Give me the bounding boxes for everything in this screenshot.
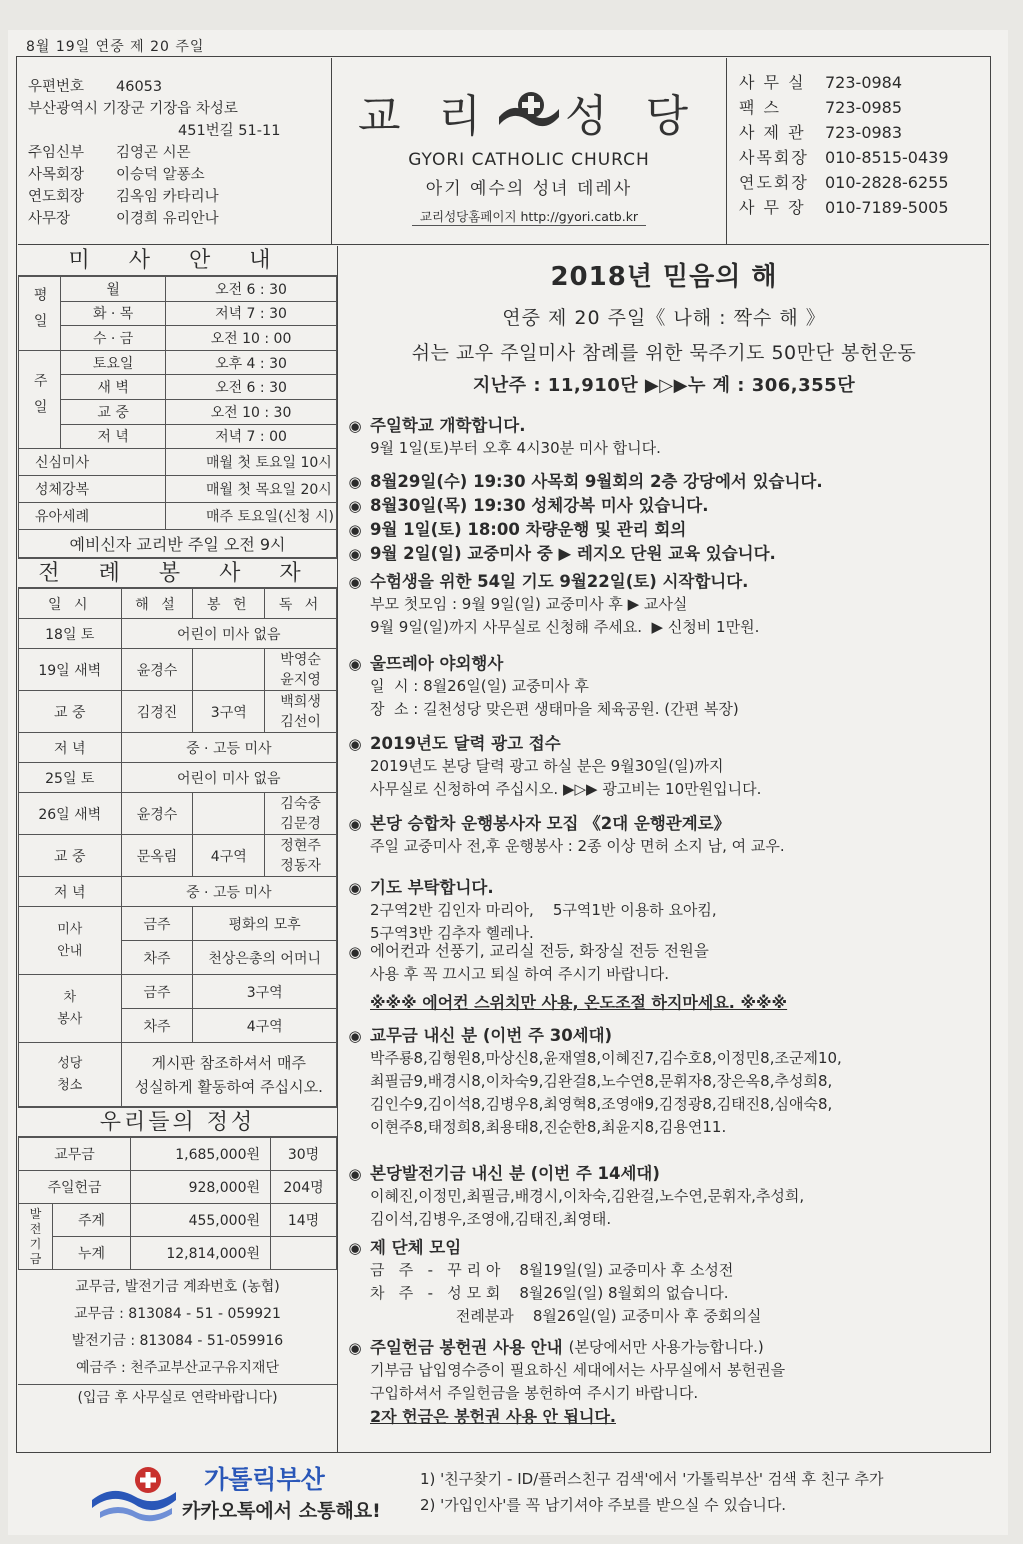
notice-body-line: 구입하셔서 주일헌금을 봉헌하여 주시기 바랍니다. — [370, 1384, 699, 1402]
contact-phone: 723-0984 — [825, 73, 903, 92]
notice-heading-text: 울뜨레아 야외행사 — [370, 654, 504, 673]
liturgy-date: 저 녁 — [19, 733, 122, 763]
notice-body-line: 박주룡8,김형원8,마상신8,윤재열8,이혜진7,김수호8,이정민8,조군제10, — [370, 1049, 842, 1067]
mass-time: 오전 10 : 30 — [165, 399, 336, 424]
notice-heading — [346, 876, 986, 899]
notice-emphasis: 2자 헌금은 봉헌권 사용 안 됩니다. — [370, 1407, 616, 1426]
notice-item — [346, 494, 986, 517]
main-title: 2018년 믿음의 해 — [550, 262, 778, 292]
cleaning-text-1: 게시판 참조하셔서 매주 — [151, 1053, 306, 1072]
dev-fund-row — [19, 1204, 337, 1237]
address-value: 이경희 유리안나 — [116, 211, 219, 227]
notice-body-line: 2019년도 본당 달력 광고 하실 분은 9월30일(일)까지 — [370, 757, 724, 775]
notice-heading — [346, 1336, 986, 1359]
mass-row — [19, 277, 337, 302]
notice-heading-text: 8월29일(수) 19:30 사목회 9월회의 2층 강당에서 있습니다. — [370, 472, 823, 491]
mass-time: 오전 6 : 30 — [165, 277, 336, 302]
address-row — [28, 142, 323, 164]
dev-fund-period: 누계 — [53, 1237, 131, 1270]
church-logo — [333, 80, 725, 144]
liturgy-commentator: 김경진 — [121, 691, 193, 733]
notice-heading — [346, 570, 986, 593]
notice-body-line: 주일 교중미사 전,후 운행봉사 : 2종 이상 면허 소지 남, 여 교우. — [370, 837, 785, 855]
liturgy-readers — [265, 835, 337, 877]
notice-heading — [346, 494, 986, 517]
notice-heading-text: 9월 2일(일) 교중미사 중 ▶ 레지오 단원 교육 있습니다. — [370, 544, 776, 563]
address-row — [28, 120, 323, 142]
bullet-icon: ◉ — [348, 416, 362, 435]
mass-extra-label: 성체강복 — [19, 476, 166, 503]
liturgy-row-26-main — [19, 835, 337, 877]
dev-fund-period: 주계 — [53, 1204, 131, 1237]
notice-body-line: 김인수9,김이석8,김병우8,최영혁8,조영애9,김정광8,김태진8,심애숙8, — [370, 1095, 833, 1113]
bullet-icon: ◉ — [348, 942, 362, 961]
notice-heading-text: 교무금 내신 분 (이번 주 30세대) — [370, 1026, 613, 1045]
mass-guide-name: 평화의 모후 — [193, 907, 337, 941]
notice-heading-text: 본당발전기금 내신 분 (이번 주 14세대) — [370, 1164, 660, 1183]
aircon-warning: ※※※ 에어컨 스위치만 사용, 온도조절 하지마세요. ※※※ — [370, 993, 788, 1012]
mass-extra-row — [19, 476, 337, 503]
notice-item — [346, 542, 986, 565]
notice-heading — [346, 414, 986, 437]
mass-row — [19, 326, 337, 351]
account-info — [18, 1270, 337, 1412]
account-holder: 예금주 : 천주교부산교구유지재단 — [76, 1360, 279, 1377]
notice-heading — [346, 470, 986, 493]
offering-row — [19, 1138, 337, 1171]
notice-item — [346, 1236, 986, 1328]
notice-body-line: 사무실로 신청하여 주십시오. ▶▷▶ 광고비는 10만원입니다. — [370, 780, 762, 798]
car-service-group: 3구역 — [193, 975, 337, 1009]
footer — [18, 1456, 993, 1534]
reader: 정동자 — [280, 857, 321, 874]
notice-heading-text: 8월30일(목) 19:30 성체강복 미사 있습니다. — [370, 496, 709, 515]
mass-time: 저녁 7 : 30 — [165, 301, 336, 326]
right-column — [340, 246, 988, 1452]
mass-row — [19, 375, 337, 400]
mass-extra-row — [19, 503, 337, 530]
liturgy-date: 18일 토 — [19, 619, 122, 649]
notice-item — [346, 570, 986, 639]
main-subtitle-sunday: 연중 제 20 주일《 나해 : 짝수 해 》 — [502, 307, 826, 329]
header-contacts — [726, 58, 989, 244]
sunday-label: 주일 — [19, 350, 61, 448]
contact-row — [739, 145, 989, 170]
notice-body-line: 9월 1일(토)부터 오후 4시30분 미사 합니다. — [370, 439, 661, 457]
liturgy-table — [18, 588, 337, 1107]
mass-extra-time: 매주 토요일(신청 시) — [165, 503, 336, 530]
liturgy-header: 일 시 — [19, 589, 122, 619]
liturgy-row-25-sat — [19, 763, 337, 793]
church-homepage-link[interactable]: 교리성당홈페이지 http://gyori.catb.kr — [412, 207, 646, 226]
dev-fund-amount: 12,814,000원 — [131, 1237, 271, 1270]
liturgy-offertory — [193, 649, 265, 691]
notice-item — [346, 1162, 986, 1231]
address-row — [28, 98, 323, 120]
notice-item — [346, 652, 986, 721]
mass-extra-row — [19, 449, 337, 476]
mass-guide-title: 미 사 안 내 — [18, 246, 337, 276]
mass-guide-name: 천상은총의 어머니 — [193, 941, 337, 975]
address-row — [28, 76, 323, 98]
liturgy-date: 26일 새벽 — [19, 793, 122, 835]
notice-body-line: 차 주 - 성 모 회 8월26일(일) 8월회의 없습니다. — [370, 1284, 729, 1302]
offering-amount: 928,000원 — [131, 1171, 271, 1204]
notice-heading — [346, 732, 986, 755]
account-title: 교무금, 발전기금 계좌번호 (농협) — [75, 1279, 280, 1296]
notice-heading-text: 주일학교 개학합니다. — [370, 416, 526, 435]
liturgy-commentator: 문옥림 — [121, 835, 193, 877]
mass-time: 저녁 7 : 00 — [165, 424, 336, 449]
liturgy-offertory — [193, 793, 265, 835]
notice-item — [346, 414, 986, 460]
notice-heading — [346, 1024, 986, 1047]
offering-row — [19, 1171, 337, 1204]
contact-label: 팩 스 — [739, 98, 781, 117]
mass-row — [19, 399, 337, 424]
notice-item — [346, 1336, 986, 1428]
address-label: 주임신부 — [28, 145, 85, 161]
contact-phone: 723-0983 — [825, 123, 903, 142]
cleaning-label: 성당 청소 — [19, 1043, 122, 1107]
footer-brand: 가톨릭부산 — [204, 1465, 325, 1494]
contact-row — [739, 195, 989, 220]
notice-body-line: 김이석,김병우,조영애,김태진,최영태. — [370, 1210, 612, 1228]
notice-heading-text: 제 단체 모임 — [370, 1238, 462, 1257]
offerings-table — [18, 1137, 337, 1270]
car-service-label: 차 봉사 — [19, 975, 122, 1043]
mass-day: 수 · 금 — [61, 326, 166, 351]
notice-heading-sub: (본당에서만 사용가능합니다.) — [568, 1338, 764, 1356]
bullet-icon: ◉ — [348, 734, 362, 753]
mass-day: 저 녁 — [61, 424, 166, 449]
liturgy-offertory: 4구역 — [193, 835, 265, 877]
reader: 김숙중 — [280, 795, 321, 812]
mass-day: 토요일 — [61, 350, 166, 375]
liturgy-note: 어린이 미사 없음 — [121, 619, 336, 649]
reader: 백희생 — [280, 693, 321, 710]
notice-body-line: 이혜진,이정민,최필금,배경시,이차숙,김완걸,노수연,문휘자,추성희, — [370, 1187, 805, 1205]
notice-heading — [346, 1236, 986, 1259]
liturgy-date: 25일 토 — [19, 763, 122, 793]
mass-guide-label: 미사 안내 — [19, 907, 122, 975]
car-service-week: 금주 — [121, 975, 193, 1009]
notice-body-line: 부모 첫모임 : 9월 9일(일) 교중미사 후 ▶ 교사실 — [370, 595, 688, 613]
dev-fund-row — [19, 1237, 337, 1270]
address-label: 사목회장 — [28, 167, 85, 183]
notice-heading-text: 본당 승합차 운행봉사자 모집 《2대 운행관계로》 — [370, 814, 731, 833]
catechumen-class: 예비신자 교리반 주일 오전 9시 — [19, 530, 337, 558]
header-address — [18, 58, 332, 244]
liturgy-header: 해 설 — [121, 589, 193, 619]
bullet-icon: ◉ — [348, 520, 362, 539]
mass-day: 교 중 — [61, 399, 166, 424]
mass-extra-time: 매월 첫 목요일 20시 — [165, 476, 336, 503]
liturgy-header-row — [19, 589, 337, 619]
notice-heading — [346, 518, 986, 541]
address-value: 김옥임 카타리나 — [116, 189, 219, 205]
mass-guide-week: 차주 — [121, 941, 193, 975]
account-dev: 발전기금 : 813084 - 51-059916 — [71, 1333, 284, 1350]
contact-phone: 010-2828-6255 — [825, 173, 949, 192]
notice-item — [346, 876, 986, 945]
dev-fund-count: 14명 — [271, 1204, 337, 1237]
reader: 김문경 — [280, 815, 321, 832]
liturgy-date: 저 녁 — [19, 877, 122, 907]
bulletin-date: 8월 19일 연중 제 20 주일 — [26, 39, 205, 55]
bullet-icon: ◉ — [348, 654, 362, 673]
notice-heading-text: 9월 1일(토) 18:00 차량운행 및 관리 회의 — [370, 520, 687, 539]
car-service-group: 4구역 — [193, 1009, 337, 1043]
liturgy-note: 중 · 고등 미사 — [121, 733, 336, 763]
notice-body-line: 전례분과 8월26일(일) 교중미사 후 중회의실 — [370, 1307, 762, 1325]
liturgy-row-26-dawn — [19, 793, 337, 835]
cleaning-row — [19, 1043, 337, 1107]
account-gyomu: 교무금 : 813084 - 51 - 059921 — [74, 1306, 281, 1323]
mass-day: 새 벽 — [61, 375, 166, 400]
bullet-icon: ◉ — [348, 472, 362, 491]
notice-heading-text: 수험생을 위한 54일 기도 9월22일(토) 시작합니다. — [370, 572, 749, 591]
liturgy-title: 전 례 봉 사 자 — [18, 558, 337, 588]
cleaning-text — [121, 1043, 336, 1107]
contact-label: 연도회장 — [739, 173, 809, 192]
offering-count: 204명 — [271, 1171, 337, 1204]
notice-heading — [346, 542, 986, 565]
liturgy-note: 어린이 미사 없음 — [121, 763, 336, 793]
contact-row — [739, 170, 989, 195]
notice-heading-text: 에어컨과 선풍기, 교리실 전등, 화장실 전등 전원을 — [370, 942, 709, 960]
church-patron: 아기 예수의 성녀 데레사 — [425, 179, 633, 199]
bullet-icon: ◉ — [348, 544, 362, 563]
reader: 정현주 — [280, 837, 321, 854]
offering-amount: 1,685,000원 — [131, 1138, 271, 1171]
main-subtitle-campaign: 쉬는 교우 주일미사 참례를 위한 묵주기도 50만단 봉헌운동 — [411, 342, 917, 364]
liturgy-offertory: 3구역 — [193, 691, 265, 733]
notice-item — [346, 940, 986, 986]
notice-item — [346, 518, 986, 541]
address-row — [28, 186, 323, 208]
header-church — [333, 58, 725, 244]
offering-label: 교무금 — [19, 1138, 131, 1171]
contact-label: 사 무 실 — [739, 73, 806, 92]
mass-row — [19, 350, 337, 375]
bullet-icon: ◉ — [348, 878, 362, 897]
notice-body-line: 2구역2반 김인자 마리아, 5구역1반 이용하 요아킴, — [370, 901, 717, 919]
notice-heading — [346, 652, 986, 675]
liturgy-note: 중 · 고등 미사 — [121, 877, 336, 907]
notice-item — [346, 470, 986, 493]
dev-fund-count — [271, 1237, 337, 1270]
contact-row — [739, 70, 989, 95]
notice-body-line: 최필금9,배경시8,이차숙9,김완걸8,노수연8,문휘자8,장은옥8,추성희8, — [370, 1072, 833, 1090]
account-note: (입금 후 사무실로 연락바랍니다) — [18, 1384, 337, 1412]
offering-count: 30명 — [271, 1138, 337, 1171]
mass-extra-time: 매월 첫 토요일 10시 — [165, 449, 336, 476]
contact-row — [739, 95, 989, 120]
liturgy-row-26-eve — [19, 877, 337, 907]
address-line: 451번길 51-11 — [178, 123, 281, 139]
notice-body-line: 일 시 : 8월26일(일) 교중미사 후 — [370, 677, 589, 695]
offering-label: 주일헌금 — [19, 1171, 131, 1204]
notice-item — [346, 812, 986, 858]
weekday-label: 평일 — [19, 277, 61, 351]
contact-label: 사 제 관 — [739, 123, 806, 142]
car-service-row — [19, 975, 337, 1009]
address-line: 부산광역시 기장군 기장읍 차성로 — [28, 101, 238, 117]
liturgy-row-18-sat — [19, 619, 337, 649]
address-label: 사무장 — [28, 211, 71, 227]
notice-heading — [346, 1162, 986, 1185]
address-row — [28, 208, 323, 230]
dev-fund-amount: 455,000원 — [131, 1204, 271, 1237]
notice-heading — [346, 812, 986, 835]
notice-heading — [346, 940, 986, 963]
liturgy-readers — [265, 793, 337, 835]
contact-label: 사 무 장 — [739, 198, 806, 217]
mass-day: 화 · 목 — [61, 301, 166, 326]
bullet-icon: ◉ — [348, 814, 362, 833]
bullet-icon: ◉ — [348, 496, 362, 515]
church-name-left: 교 리 — [358, 91, 493, 142]
catechumen-row — [19, 530, 337, 558]
notice-item — [346, 1024, 986, 1139]
car-service-week: 차주 — [121, 1009, 193, 1043]
notice-body-line: 사용 후 꼭 끄시고 퇴실 하여 주시기 바랍니다. — [370, 965, 669, 983]
bullet-icon: ◉ — [348, 1164, 362, 1183]
liturgy-date: 교 중 — [19, 691, 122, 733]
reader: 박영순 — [280, 651, 321, 668]
bullet-icon: ◉ — [348, 572, 362, 591]
notice-body-line: 이현주8,태정희8,최용태8,진순한8,최윤지8,김용연11. — [370, 1118, 727, 1136]
liturgy-commentator: 윤경수 — [121, 649, 193, 691]
bullet-icon: ◉ — [348, 1026, 362, 1045]
liturgy-readers — [265, 691, 337, 733]
bullet-icon: ◉ — [348, 1238, 362, 1257]
reader: 윤지영 — [280, 671, 321, 688]
notice-item — [346, 732, 986, 801]
address-label: 연도회장 — [28, 189, 85, 205]
bullet-icon: ◉ — [348, 1338, 362, 1357]
address-value: 이승덕 알퐁소 — [116, 167, 205, 183]
footer-instruction-2: 2) '가입인사'를 꼭 남기셔야 주보를 받으실 수 있습니다. — [420, 1496, 787, 1514]
liturgy-header: 독 서 — [265, 589, 337, 619]
notice-body-line: 금 주 - 꾸 리 아 8월19일(일) 교중미사 후 소성전 — [370, 1261, 734, 1279]
notice-body-line: 5구역3반 김추자 헬레나. — [370, 924, 534, 942]
contact-phone: 010-8515-0439 — [825, 148, 949, 167]
liturgy-commentator: 윤경수 — [121, 793, 193, 835]
mass-schedule-table — [18, 276, 337, 558]
reader: 김선이 — [280, 713, 321, 730]
liturgy-readers — [265, 649, 337, 691]
contact-row — [739, 120, 989, 145]
mass-guide-week: 금주 — [121, 907, 193, 941]
mass-extra-label: 신심미사 — [19, 449, 166, 476]
header-divider — [18, 244, 989, 245]
church-english-name: GYORI CATHOLIC CHURCH — [408, 150, 650, 170]
contact-phone: 010-7189-5005 — [825, 198, 949, 217]
mass-day: 월 — [61, 277, 166, 302]
footer-instruction-1: 1) '친구찾기 - ID/플러스친구 검색'에서 '가톨릭부산' 검색 후 친구 추가 — [420, 1470, 884, 1488]
liturgy-row-19-main — [19, 691, 337, 733]
liturgy-date: 교 중 — [19, 835, 122, 877]
main-subtitle-rosary-count: 지난주 : 11,910단 ▶▷▶누 계 : 306,355단 — [472, 375, 856, 396]
liturgy-row-19-dawn — [19, 649, 337, 691]
catholic-busan-logo-icon — [90, 1462, 180, 1524]
mass-time: 오전 6 : 30 — [165, 375, 336, 400]
church-name-right: 성 당 — [565, 91, 700, 142]
address-row — [28, 164, 323, 186]
notice-heading-text: 주일헌금 봉헌권 사용 안내 — [370, 1338, 563, 1357]
mass-row — [19, 424, 337, 449]
mass-time: 오전 10 : 00 — [165, 326, 336, 351]
contact-phone: 723-0985 — [825, 98, 903, 117]
notice-body-line: 9월 9일(일)까지 사무실로 신청해 주세요. ▶ 신청비 1만원. — [370, 618, 760, 636]
church-emblem-icon — [497, 87, 561, 137]
notice-body-line: 기부금 납입영수증이 필요하신 세대에서는 사무실에서 봉헌권을 — [370, 1361, 786, 1379]
mass-extra-label: 유아세례 — [19, 503, 166, 530]
contact-label: 사목회장 — [739, 148, 809, 167]
address-value: 김영곤 시몬 — [116, 145, 191, 161]
cleaning-text-2: 성실하게 활동하여 주십시오. — [134, 1077, 323, 1096]
liturgy-date: 19일 새벽 — [19, 649, 122, 691]
mass-row — [19, 301, 337, 326]
notice-heading-text: 2019년도 달력 광고 접수 — [370, 734, 561, 753]
mass-guide-row — [19, 907, 337, 941]
left-column — [18, 246, 338, 1452]
offerings-title: 우리들의 정성 — [18, 1107, 337, 1137]
notice-heading-text: 기도 부탁합니다. — [370, 878, 494, 897]
dev-fund-label: 발 전 기 금 — [19, 1204, 53, 1270]
address-label: 우편번호 — [28, 79, 85, 95]
notice-body-line: 장 소 : 길천성당 맞은편 생태마을 체육공원. (간편 복장) — [370, 700, 739, 718]
mass-time: 오후 4 : 30 — [165, 350, 336, 375]
liturgy-header: 봉 헌 — [193, 589, 265, 619]
footer-slogan: 카카오톡에서 소통해요! — [182, 1500, 381, 1522]
liturgy-row-19-eve — [19, 733, 337, 763]
address-value: 46053 — [116, 79, 163, 95]
